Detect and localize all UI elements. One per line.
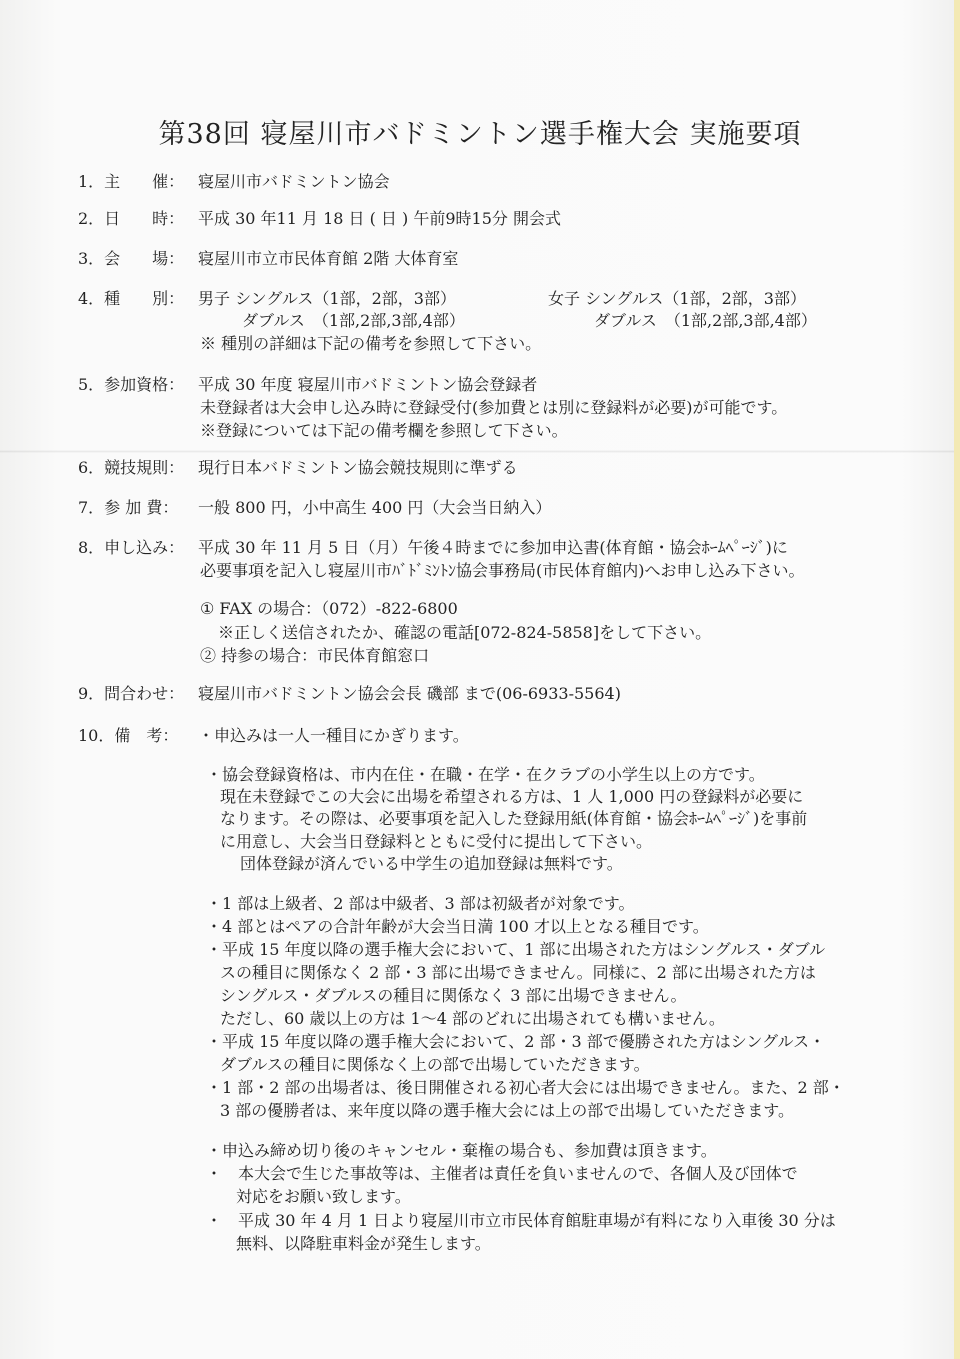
label-organizer: 1．主 催： [78, 172, 185, 191]
label-remarks: 10．備 考： [78, 726, 179, 745]
paper-edge [954, 0, 960, 1359]
remark-line: 3 部の優勝者は、来年度以降の選手権大会には上の部で出場していただきます。 [220, 1101, 794, 1120]
application-in-person: ② 持参の場合：市民体育館窓口 [200, 646, 430, 665]
organizer-text: 寝屋川市バドミントン協会 [198, 172, 390, 191]
remark-line: シングルス・ダブルスの種目に関係なく 3 部に出場できません。 [220, 986, 687, 1005]
eligibility-line-3: ※登録については下記の備考欄を参照して下さい。 [200, 421, 568, 440]
category-note: ※ 種別の詳細は下記の備考を参照して下さい。 [200, 334, 542, 353]
eligibility-line-2: 未登録者は大会申し込み時に登録受付(参加費とは別に登録料が必要)が可能です。 [200, 398, 788, 417]
remark-line: 無料、以降駐車料金が発生します。 [236, 1234, 491, 1253]
contact-text: 寝屋川市バドミントン協会会長 磯部 まで(06-6933-5564) [198, 684, 621, 703]
label-datetime: 2．日 時： [78, 209, 185, 228]
label-application: 8．申し込み： [78, 538, 185, 557]
remark-line: ダブルスの種目に関係なく上の部で出場していただきます。 [220, 1055, 650, 1074]
women-doubles: ダブルス （1部,2部,3部,4部） [594, 311, 817, 330]
remark-line: 対応をお願い致します。 [236, 1187, 411, 1206]
label-eligibility: 5．参加資格： [78, 375, 185, 394]
remark-line: ・1 部は上級者、2 部は中級者、3 部は初級者が対象です。 [206, 894, 635, 913]
datetime-text: 平成 30 年11 月 18 日 ( 日 ) 午前9時15分 開会式 [198, 209, 561, 228]
label-rules: 6．競技規則： [78, 458, 185, 477]
remark-line: ・申込みは一人一種目にかぎります。 [198, 726, 469, 745]
label-fee: 7．参 加 費： [78, 498, 179, 517]
label-contact: 9．問合わせ： [78, 684, 185, 703]
application-fax-note: ※正しく送信されたか、確認の電話[072-824-5858]をして下さい。 [218, 623, 712, 642]
remark-line: ・協会登録資格は、市内在住・在職・在学・在クラブの小学生以上の方です。 [206, 765, 765, 784]
remark-line: ・ 平成 30 年 4 月 1 日より寝屋川市立市民体育館駐車場が有料になり入車後 30 分は [206, 1211, 836, 1230]
fee-text: 一般 800 円，小中高生 400 円（大会当日納入） [198, 498, 552, 517]
document-title: 第38回 寝屋川市バドミントン選手権大会 実施要項 [158, 119, 802, 150]
application-line-1: 平成 30 年 11 月 5 日（月）午後４時までに参加申込書(体育館・協会ﾎｰﾑﾍﾟｰｼﾞ)に [198, 538, 788, 557]
women-singles: 女子 シングルス（1部，2部，3部） [548, 289, 806, 308]
label-category: 4．種 別： [78, 289, 185, 308]
remark-line: 団体登録が済んでいる中学生の追加登録は無料です。 [240, 854, 623, 873]
remark-line: 現在未登録でこの大会に出場を希望される方は、1 人 1,000 円の登録料が必要に [220, 787, 804, 806]
remark-line: スの種目に関係なく 2 部・3 部に出場できません。同様に、2 部に出場された方は [220, 963, 816, 982]
eligibility-line-1: 平成 30 年度 寝屋川市バドミントン協会登録者 [198, 375, 538, 394]
remark-line: なります。その際は、必要事項を記入した登録用紙(体育館・協会ﾎｰﾑﾍﾟｰｼﾞ)を事前 [220, 809, 808, 828]
remark-line: ・申込み締め切り後のキャンセル・棄権の場合も、参加費は頂きます。 [206, 1141, 717, 1160]
rules-text: 現行日本バドミントン協会競技規則に準ずる [198, 458, 518, 477]
paper-fold [0, 450, 960, 453]
application-fax: ① FAX の場合：（072）-822-6800 [200, 599, 458, 618]
remark-line: ・4 部とはペアの合計年齢が大会当日満 100 才以上となる種目です。 [206, 917, 709, 936]
label-venue: 3．会 場： [78, 249, 185, 268]
remark-line: に用意し、大会当日登録料とともに受付に提出して下さい。 [220, 832, 653, 851]
remark-line: ・ 本大会で生じた事故等は、主催者は責任を負いませんので、各個人及び団体で [206, 1164, 798, 1183]
men-singles: 男子 シングルス（1部，2部，3部） [198, 289, 456, 308]
remark-line: ・平成 15 年度以降の選手権大会において、2 部・3 部で優勝された方はシングルス・ [206, 1032, 826, 1051]
remark-line: ・1 部・2 部の出場者は、後日開催される初心者大会には出場できません。また、2 部・ [206, 1078, 845, 1097]
application-line-2: 必要事項を記入し寝屋川市ﾊﾞﾄﾞﾐﾝﾄﾝ協会事務局(市民体育館内)へお申し込み下さい。 [200, 561, 805, 580]
remark-line: ・平成 15 年度以降の選手権大会において、1 部に出場された方はシングルス・ダブル [206, 940, 826, 959]
remark-line: ただし、60 歳以上の方は 1～4 部のどれに出場されても構いません。 [220, 1009, 725, 1028]
men-doubles: ダブルス （1部,2部,3部,4部） [242, 311, 465, 330]
venue-text: 寝屋川市立市民体育館 2階 大体育室 [198, 249, 459, 268]
